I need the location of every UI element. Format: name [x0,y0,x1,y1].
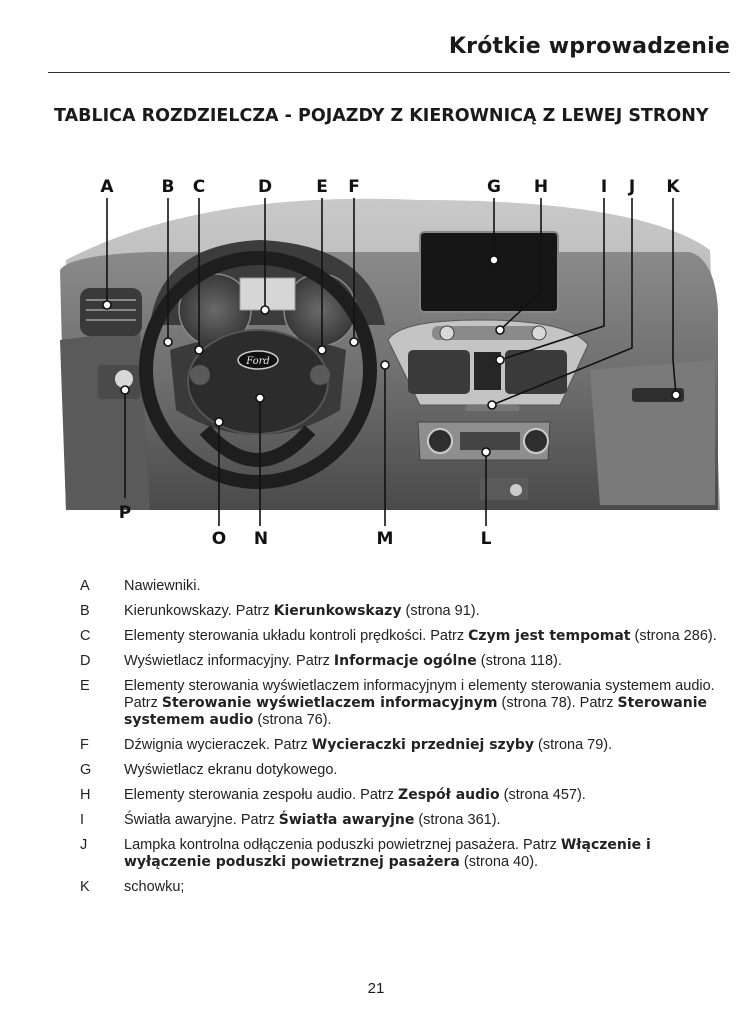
legend-text: Wyświetlacz informacyjny. Patrz Informacje ogólne (strona 118). [124,653,562,669]
cross-reference-link[interactable]: Czym jest tempomat [468,628,631,644]
legend-item-k [80,879,730,896]
cross-reference-link[interactable]: Światła awaryjne [278,812,415,828]
legend-item-j [80,837,730,871]
legend-text: Kierunkowskazy. Patrz Kierunkowskazy (strona 91). [124,603,480,619]
header-divider [48,72,730,73]
legend-letter: B [80,603,90,619]
legend-text: Wyświetlacz ekranu dotykowego. [124,762,338,778]
component-legend [80,578,730,904]
legend-text: Światła awaryjne. Patrz Światła awaryjne (strona 361). [124,812,501,828]
callout-e: E [316,177,328,197]
legend-letter: C [80,628,91,644]
legend-letter: H [80,787,91,803]
legend-letter: K [80,879,90,895]
legend-item-d [80,653,730,670]
callout-o: O [211,529,227,549]
legend-item-i [80,812,730,829]
legend-text: Nawiewniki. [124,578,201,594]
page-number: 21 [367,980,385,997]
cross-reference-link[interactable]: Kierunkowskazy [273,603,402,619]
legend-letter: F [80,737,89,753]
callout-j: J [628,177,636,197]
callout-l: L [480,529,492,549]
light-switch [98,365,140,399]
touchscreen-display [420,232,558,312]
legend-letter: J [80,837,88,853]
callout-m: M [376,529,394,549]
legend-letter: A [80,578,90,594]
legend-item-c [80,628,730,645]
legend-item-g [80,762,730,779]
section-title: TABLICA ROZDZIELCZA - POJAZDY Z KIEROWNICĄ Z LEWEJ STRONY [54,106,709,126]
legend-letter: D [80,653,91,669]
legend-text: Dźwignia wycieraczek. Patrz Wycieraczki przedniej szyby (strona 79). [124,737,613,753]
legend-letter: I [80,812,85,828]
cross-reference-link[interactable]: Sterowanie systemem audio [124,695,707,728]
callout-i: I [600,177,608,197]
callout-b: B [161,177,175,197]
legend-item-a [80,578,730,595]
callout-h: H [533,177,549,197]
legend-letter: E [80,678,90,694]
dashboard-body [60,199,720,510]
left-air-vent [80,288,142,336]
cross-reference-link[interactable]: Wycieraczki przedniej szyby [311,737,534,753]
legend-text: Elementy sterowania układu kontroli prędkości. Patrz Czym jest tempomat (strona 286). [124,628,717,644]
legend-item-h [80,787,730,804]
callout-f: F [348,177,360,197]
legend-letter: G [80,762,92,778]
cross-reference-link[interactable]: Włączenie i wyłączenie poduszki powietrznej pasażera [124,837,651,870]
callout-k: K [666,177,680,197]
legend-text: Lampka kontrolna odłączenia poduszki powietrznej pasażera. Patrz Włączenie i wyłączenie poduszki powietrznej pasażera (strona 40). [124,837,651,870]
legend-text: Elementy sterowania wyświetlaczem informacyjnym i elementy sterowania systemem audio. Patrz Sterowanie wyświetlaczem informacyjnym (strona 78). Patrz Sterowanie systemem audio (strona 76). [124,678,715,728]
cross-reference-link[interactable]: Informacje ogólne [333,653,477,669]
legend-item-b [80,603,730,620]
cross-reference-link[interactable]: Zespół audio [398,787,500,803]
callout-c: C [192,177,206,197]
callout-p: P [118,503,132,523]
callout-n: N [253,529,269,549]
cross-reference-link[interactable]: Sterowanie wyświetlaczem informacyjnym [161,695,498,711]
callout-a: A [100,177,114,197]
callout-g: G [487,177,501,197]
ford-logo-text: Ford [246,356,270,367]
legend-text: Elementy sterowania zespołu audio. Patrz Zespół audio (strona 457). [124,787,586,803]
legend-item-e [80,678,730,729]
legend-item-f [80,737,730,754]
legend-text: schowku; [124,879,185,895]
dashboard-illustration [0,160,752,560]
callout-d: D [257,177,273,197]
page-header-title: Krótkie wprowadzenie [448,34,730,59]
